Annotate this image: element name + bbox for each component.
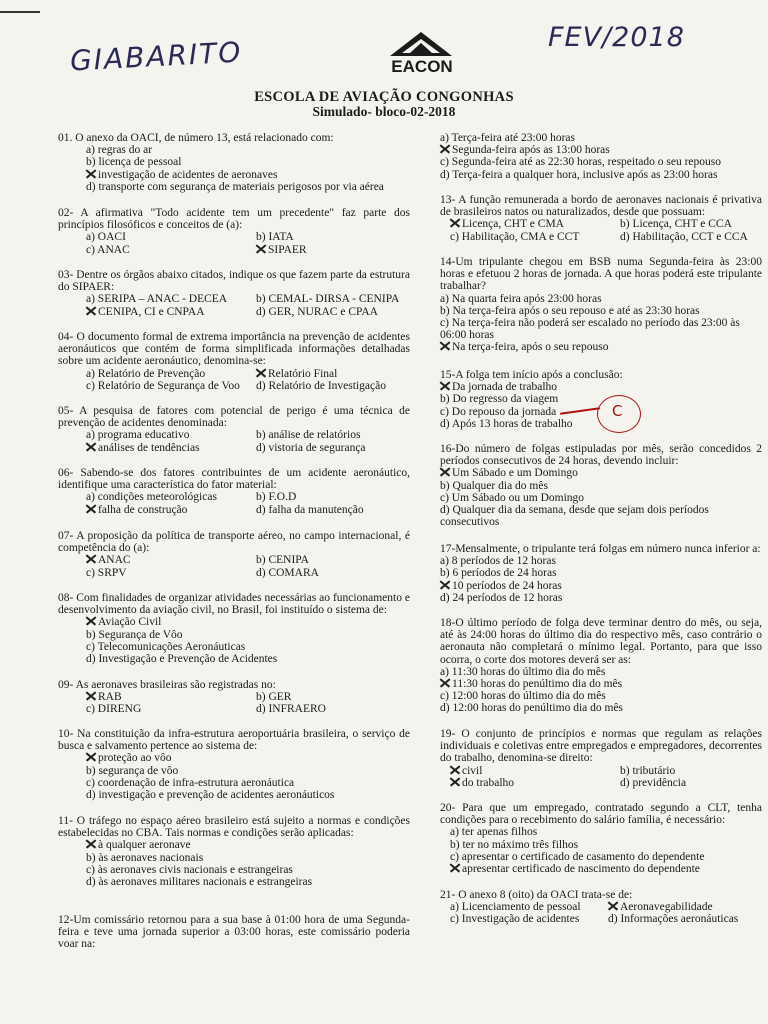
option-b: b) Licença, CHT e CCA [620,218,732,231]
question-text: 10- Na constituição da infra-estrutura aeroportuária brasileira, o serviço de busca e salvamento pertence ao sistema de: [58,728,410,753]
question-text: 13- A função remunerada a bordo de aeronaves nacionais é privativa de brasileiros natos ou naturalizados, desde que possuam: [440,194,762,219]
question-text: 12-Um comissário retornou para a sua base à 01:00 hora de uma Segunda-feira e teve uma jornada superior a 03:00 horas, este comissário poderia voar na: [58,914,410,951]
answer-mark-icon [450,765,460,775]
option-a: Da jornada de trabalho [440,381,762,393]
option-c: c) Na terça-feira não poderá ser escalado no período das 23:00 às 06:00 horas [440,317,740,342]
option-c: c) Habilitação, CMA e CCT [450,230,580,243]
question-text: 15-A folga tem início após a conclusão: [440,369,623,381]
answer-mark-icon [440,580,450,590]
question-text: 17-Mensalmente, o tripulante terá folgas em número nunca inferior a: [440,543,761,555]
option-d: d) transporte com segurança de materiais perigosos por via aérea [86,180,384,193]
option-c: c) Um Sábado ou um Domingo [440,491,585,504]
option-d: d) INFRAERO [256,703,326,716]
option-d: d) GER, NURAC e CPAA [256,305,378,318]
question-text: 18-O último período de folga deve terminar dentro do mês, ou seja, até às 24:00 horas do último dia do respectivo mês, caso contrário o aeronauta não completará o mínimo legal. Portanto, para que isso ocorra, o corte dos motores deverá ser as: [440,617,762,666]
answer-mark-icon [450,218,460,228]
answer-mark-icon [440,144,450,154]
option-b: b) licença de pessoal [86,156,182,169]
option-b: b) CENIPA [256,554,309,567]
top-edge-line [0,11,40,13]
option-d: d) Investigação e Prevenção de Acidentes [86,653,278,666]
option-b: b) GER [256,691,292,704]
option-b: b) F.O.D [256,491,297,504]
answer-mark-icon [440,341,450,351]
option-b: b) Qualquer dia do mês [440,479,548,492]
question-12-options [440,132,762,181]
option-b: b) CEMAL- DIRSA - CENIPA [256,293,400,306]
option-a: a) SERIPA – ANAC - DECEA [86,293,228,306]
option-a: a) 11:30 horas do último dia do mês [440,665,606,678]
option-b: b) segurança de vôo [86,764,179,777]
answer-mark-icon [608,901,618,911]
answer-mark-icon [440,381,450,391]
option-a: Um Sábado e um Domingo [440,467,762,479]
question-14 [440,256,762,354]
option-b: b) Segurança de Vôo [86,628,183,641]
option-a: RAB [86,691,256,703]
option-d: d) Terça-feira a qualquer hora, inclusive após as 23:00 horas [440,168,718,181]
option-c: c) Investigação de acidentes [450,913,580,926]
question-09 [58,679,410,716]
question-text: 09- As aeronaves brasileiras são registradas no: [58,679,276,691]
correction-circle [597,395,641,433]
question-02 [58,207,410,256]
option-d: d) Após 13 horas de trabalho [440,417,573,430]
option-c: c) às aeronaves civis nacionais e estrangeiras [86,863,293,876]
option-c: 10 períodos de 24 horas [440,580,762,592]
handwritten-answer-key-note: GIABARITO [69,35,244,78]
option-d: d) investigação e prevenção de acidentes aeronáuticos [86,789,335,802]
option-d: d) 24 períodos de 12 horas [440,591,563,604]
option-c: c) 12:00 horas do último dia do mês [440,690,606,703]
option-a: a) Na quarta feira após 23:00 horas [440,292,602,305]
option-c: do trabalho [450,777,620,789]
option-d: d) Habilitação, CCT e CCA [620,230,748,243]
option-b: Aeronavegabilidade [608,901,762,913]
option-d: d) Relatório de Investigação [256,379,386,392]
question-text: 21- O anexo 8 (oito) da OACI trata-se de: [440,889,633,901]
option-b: b) análise de relatórios [256,429,361,442]
option-c: c) Segunda-feira até as 22:30 horas, respeitado o seu repouso [440,156,722,169]
question-text: 14-Um tripulante chegou em BSB numa Segunda-feira às 23:00 horas e efetuou 2 horas de jornada. A que horas poderá este tripulante trabalhar? [440,256,762,293]
question-03 [58,269,410,318]
answer-mark-icon [86,442,96,452]
option-c: c) DIRENG [86,703,142,716]
option-c: c) SRPV [86,566,127,579]
question-text: 02- A afirmativa "Todo acidente tem um precedente" faz parte dos princípios filosóficos e conceitos de (a): [58,207,410,232]
option-a: a) programa educativo [86,429,190,442]
answer-mark-icon [86,616,96,626]
option-a: a) OACI [86,231,126,244]
option-b: b) Na terça-feira após o seu repouso e até as 23:30 horas [440,304,700,317]
option-b: b) IATA [256,231,294,244]
option-c: investigação de acidentes de aeronaves [86,169,410,181]
question-16 [440,443,762,528]
question-20 [440,802,762,875]
option-b: b) ter no máximo três filhos [450,838,579,851]
option-b: b) Do regresso da viagem [440,393,559,406]
option-a: a) Terça-feira até 23:00 horas [440,132,575,144]
answer-mark-icon [440,467,450,477]
question-06 [58,467,410,516]
option-d: d) Qualquer dia da semana, desde que sejam dois períodos consecutivos [440,504,709,529]
question-05 [58,405,410,454]
option-a: a) ter apenas filhos [450,826,538,839]
option-c: c) Telecomunicações Aeronáuticas [86,640,246,653]
answer-mark-icon [86,554,96,564]
option-a: à qualquer aeronave [86,839,410,851]
answer-mark-icon [440,678,450,688]
question-text: 01. O anexo da OACI, de número 13, está relacionado com: [58,132,334,144]
option-a: proteção ao vôo [86,752,410,764]
answer-mark-icon [256,244,266,254]
logo-text: EACON [391,57,453,76]
option-a: Licença, CHT e CMA [450,218,620,230]
question-17 [440,543,762,604]
answer-mark-icon [86,839,96,849]
answer-mark-icon [450,777,460,787]
option-b: b) às aeronaves nacionais [86,851,204,864]
question-12 [58,914,410,951]
option-c: c) Relatório de Segurança de Voo [86,379,240,392]
question-text: 11- O tráfego no espaço aéreo brasileiro está sujeito a normas e condições estabelecidas no CBA. Tais normas e condições serão aplicadas: [58,815,410,840]
option-d: d) 12:00 horas do penúltimo dia do mês [440,702,624,715]
option-c: falha de construção [86,504,256,516]
option-b: b) tributário [620,764,676,777]
option-a: civil [450,765,620,777]
handwritten-date-note: FEV/2018 [548,22,685,53]
option-a: a) 8 períodos de 12 horas [440,555,556,568]
option-a: a) Licenciamento de pessoal [450,901,581,914]
question-text: 20- Para que um empregado, contratado segundo a CLT, tenha condições para o recebimento do salário família, é necessário: [440,802,762,827]
option-c: c) ANAC [86,243,130,256]
answer-mark-icon [86,504,96,514]
option-d: d) Informações aeronáuticas [608,913,739,926]
option-d: d) falha da manutenção [256,503,364,516]
question-04 [58,331,410,392]
correction-letter: C [612,402,623,420]
option-a: ANAC [86,554,256,566]
question-10 [58,728,410,801]
question-07 [58,530,410,579]
question-text: 06- Sabendo-se dos fatores contribuintes de um acidente aeronáutico, identifique uma característica do fator material: [58,467,410,492]
answer-mark-icon [450,863,460,873]
question-01 [58,132,410,193]
option-c: c) coordenação de infra-estrutura aeronáutica [86,776,295,789]
option-c: análises de tendências [86,442,256,454]
option-b: Segunda-feira após as 13:00 horas [440,144,762,156]
answer-mark-icon [86,169,96,179]
answer-mark-icon [256,368,266,378]
answer-mark-icon [86,752,96,762]
school-title: ESCOLA DE AVIAÇÃO CONGONHAS [254,89,514,105]
option-b: b) 6 períodos de 24 horas [440,567,557,580]
answer-mark-icon [86,691,96,701]
question-text: 03- Dentre os órgãos abaixo citados, indique os que fazem parte da estrutura do SIPAER: [58,269,410,294]
answer-mark-icon [86,306,96,316]
option-c: c) apresentar o certificado de casamento do dependente [450,850,705,863]
option-d: SIPAER [256,244,410,256]
option-a: a) Relatório de Prevenção [86,367,206,380]
question-text: 07- A proposição da política de transporte aéreo, no campo internacional, é competência do (a): [58,530,410,555]
question-21 [440,889,762,926]
question-19 [440,728,762,789]
question-13 [440,194,762,243]
question-08 [58,592,410,665]
question-text: 16-Do número de folgas estipuladas por mês, serão concedidos 2 períodos consecutivos de 24 horas, devendo incluir: [440,443,762,468]
option-c: CENIPA, CI e CNPAA [86,306,256,318]
exam-title: Simulado- bloco-02-2018 [312,104,456,119]
option-d: Na terça-feira, após o seu repouso [440,341,762,353]
question-text: 08- Com finalidades de organizar atividades necessárias ao funcionamento e desenvolvimento da aviação civil, no Brasil, foi instituído o sistema de: [58,592,410,617]
option-c: c) Do repouso da jornada [440,405,557,418]
option-d: d) às aeronaves militares nacionais e estrangeiras [86,876,313,889]
option-b: Relatório Final [256,368,410,380]
option-a: a) regras do ar [86,144,153,157]
question-18 [440,617,762,715]
question-text: 04- O documento formal de extrema importância na prevenção de acidentes aeronáuticos que contém de forma simplificada informações detalhadas sobre um acidente aeronáutico, denomina-se: [58,331,410,368]
option-d: d) COMARA [256,566,319,579]
option-b: 11:30 horas do penúltimo dia do mês [440,678,762,690]
option-a: a) condições meteorológicas [86,491,217,504]
question-text: 19- O conjunto de princípios e normas que regulam as relações individuais e coletivas entre empregados e empregadores, decorrentes do trabalho, denomina-se direito: [440,728,762,765]
option-d: apresentar certificado de nascimento do dependente [450,863,762,875]
option-d: d) vistoria de segurança [256,441,366,454]
question-11 [58,815,410,888]
question-text: 05- A pesquisa de fatores com potencial de perigo é uma técnica de prevenção de acidentes denominada: [58,405,410,430]
option-a: Aviação Civil [86,616,410,628]
option-d: d) previdência [620,776,687,789]
